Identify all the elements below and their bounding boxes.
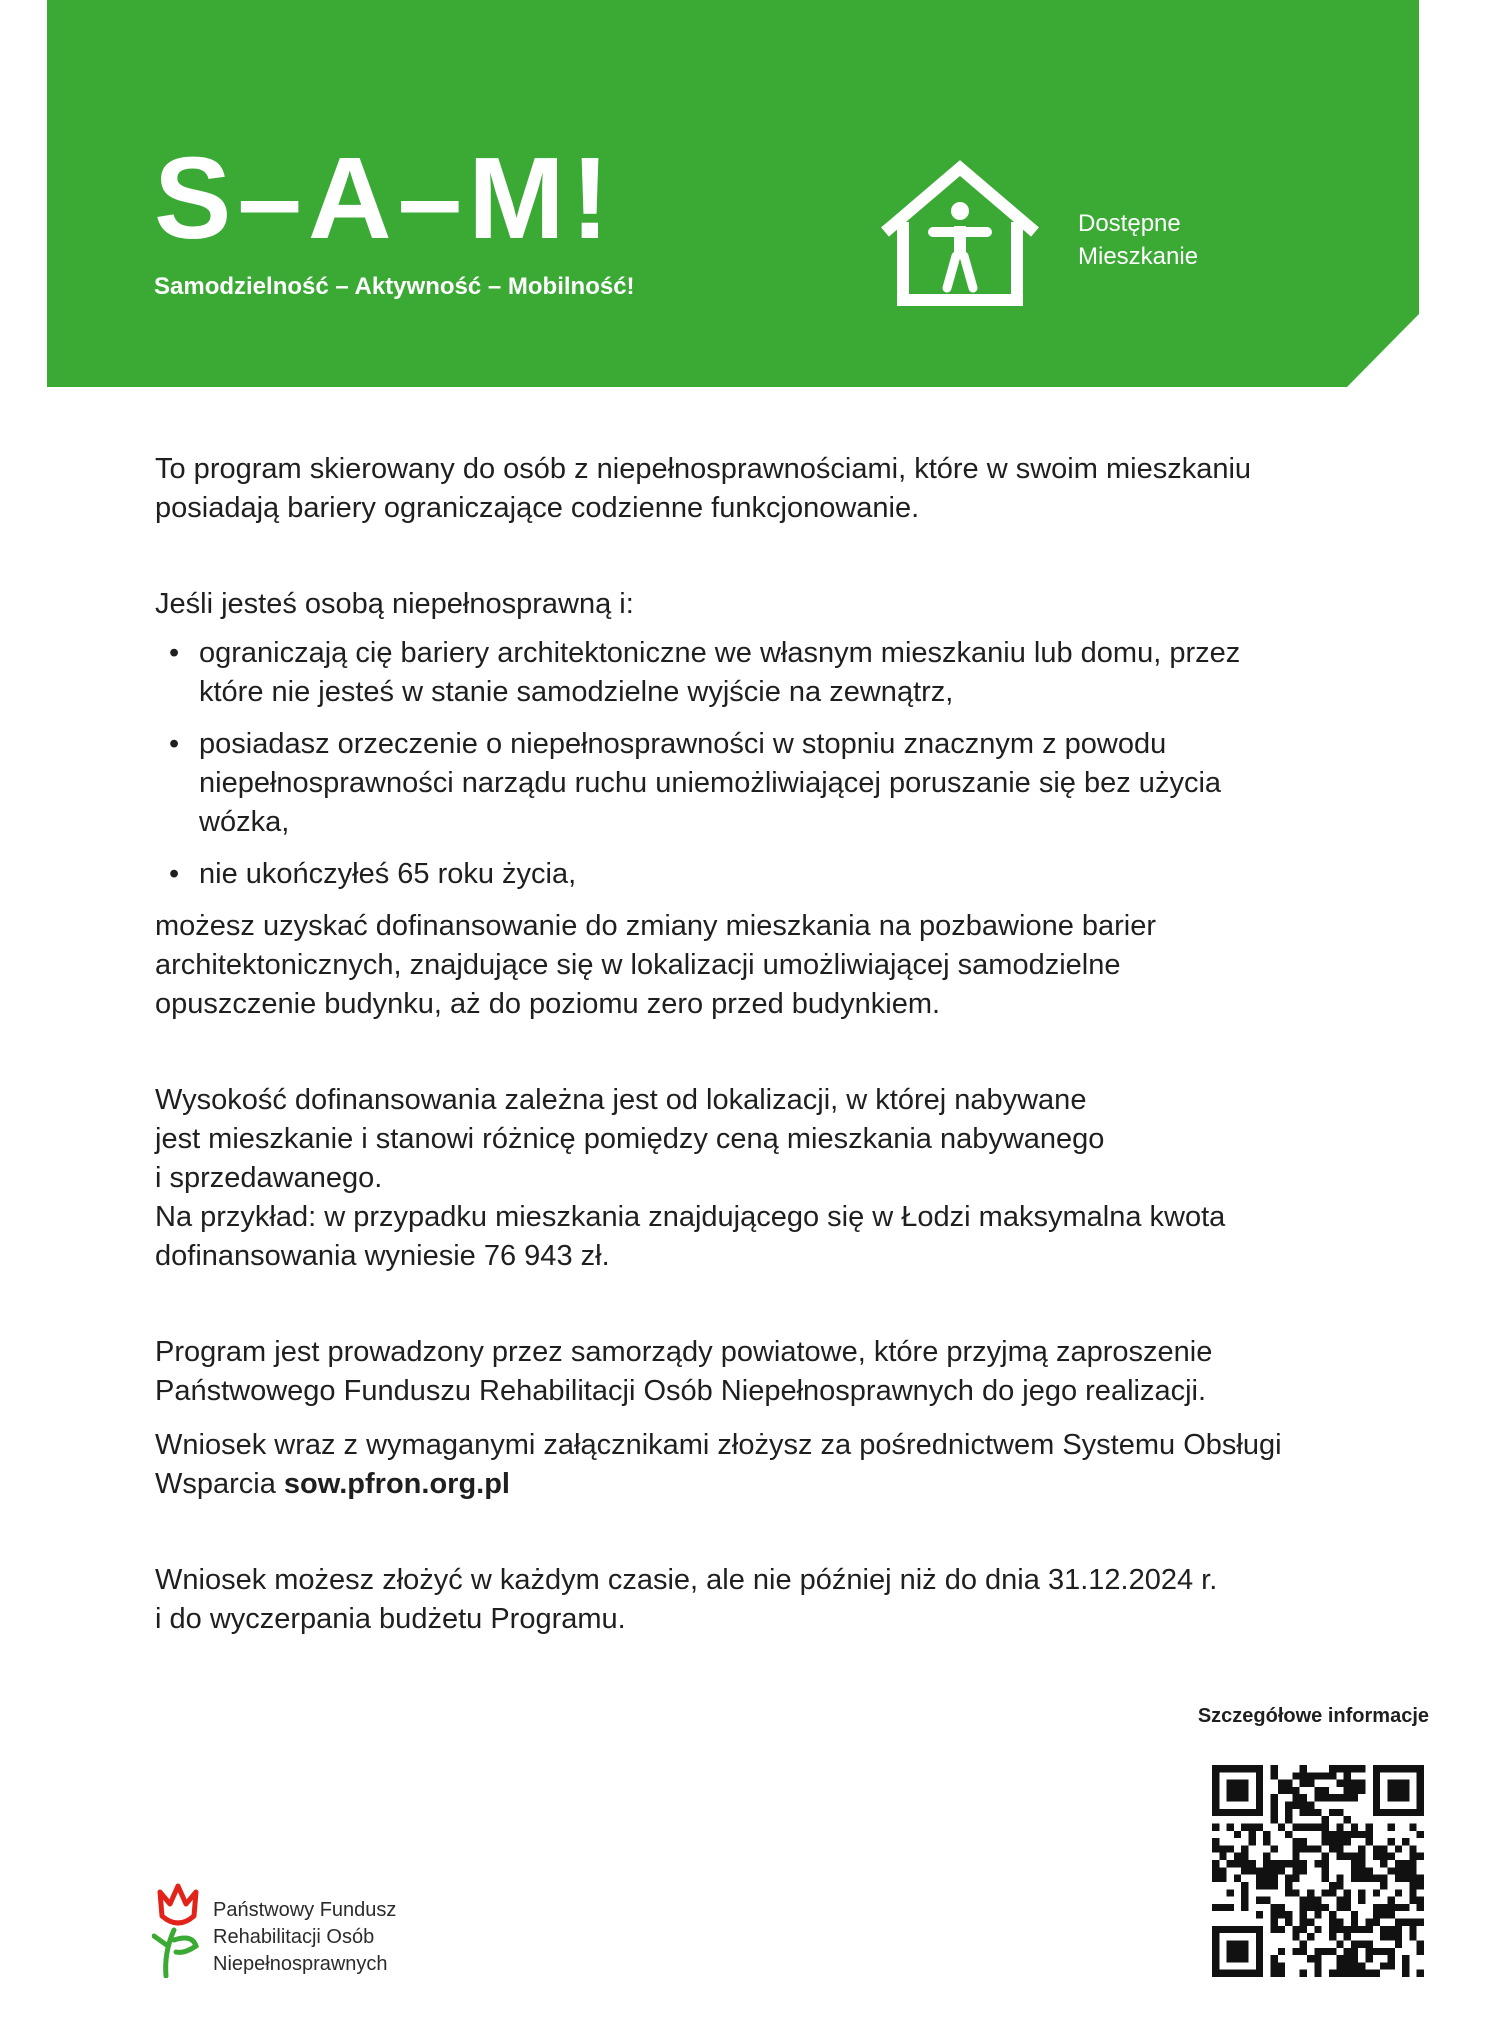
eligibility-list: [155, 634, 1430, 894]
text-line: i do wyczerpania budżetu Programu.: [155, 1603, 626, 1635]
text-line: • nie ukończyłeś 65 roku życia,: [199, 858, 577, 890]
pfron-tulip-logo: [152, 1882, 204, 1978]
text-line: niepełnosprawności narządu ruchu uniemożliwiającej poruszanie się bez użycia: [199, 767, 1222, 799]
operator-paragraph: [155, 1333, 1430, 1411]
text-line: Państwowego Funduszu Rehabilitacji Osób Niepełnosprawnych do jego realizacji.: [155, 1375, 1207, 1407]
program-logo-title: S–A–M!: [154, 133, 616, 263]
text-line: • posiadasz orzeczenie o niepełnosprawności w stopniu znacznym z powodu: [199, 728, 1167, 760]
intro-paragraph: [155, 450, 1430, 528]
program-name-line: Mieszkanie: [1078, 243, 1199, 270]
text-line: Rehabilitacji Osób: [213, 1926, 375, 1948]
text-fragment: Wsparcia: [155, 1468, 284, 1500]
text-line: Program jest prowadzony przez samorządy powiatowe, które przyjmą zaproszenie: [155, 1336, 1213, 1368]
eligibility-lead: Jeśli jesteś osobą niepełnosprawną i:: [155, 588, 634, 620]
text-line: architektonicznych, znajdujące się w lokalizacji umożliwiającej samodzielne: [155, 949, 1121, 981]
qr-code[interactable]: [1212, 1765, 1424, 1977]
main-content: [155, 450, 1430, 1639]
text-line: możesz uzyskać dofinansowanie do zmiany mieszkania na pozbawione barier: [155, 910, 1157, 942]
text-line: jest mieszkanie i stanowi różnicę pomiędzy ceną mieszkania nabywanego: [155, 1123, 1105, 1155]
eligibility-conclusion: [155, 907, 1430, 1024]
deadline-paragraph: [155, 1561, 1430, 1639]
program-name-label: [1078, 207, 1278, 273]
text-line: Wysokość dofinansowania zależna jest od lokalizacji, w której nabywane: [155, 1084, 1087, 1116]
details-label: Szczegółowe informacje: [1197, 1705, 1429, 1727]
text-line: To program skierowany do osób z niepełnosprawnościami, które w swoim mieszkaniu: [155, 453, 1252, 485]
text-line: dofinansowania wyniesie 76 943 zł.: [155, 1240, 610, 1272]
list-item: [155, 855, 1430, 894]
text-line: • ograniczają cię bariery architektoniczne we własnym mieszkaniu lub domu, przez: [199, 637, 1241, 669]
text-line: Wniosek możesz złożyć w każdym czasie, ale nie później niż do dnia 31.12.2024 r.: [155, 1564, 1218, 1596]
accessible-home-icon: [875, 160, 1045, 310]
list-item: [155, 634, 1430, 712]
text-line: [155, 1465, 1430, 1504]
text-line: opuszczenie budynku, aż do poziomu zero przed budynkiem.: [155, 988, 941, 1020]
application-url-link[interactable]: sow.pfron.org.pl: [283, 1468, 510, 1500]
text-line: które nie jesteś w stanie samodzielne wyjście na zewnątrz,: [199, 676, 954, 708]
funding-paragraph: [155, 1081, 1430, 1276]
text-line: posiadają bariery ograniczające codzienne funkcjonowanie.: [155, 492, 920, 524]
text-line: Państwowy Fundusz: [213, 1899, 397, 1921]
text-line: i sprzedawanego.: [155, 1162, 383, 1194]
text-line: Na przykład: w przypadku mieszkania znajdującego się w Łodzi maksymalna kwota: [155, 1201, 1226, 1233]
text-line: wózka,: [199, 806, 290, 838]
pfron-name: [213, 1897, 396, 1978]
program-name-line: Dostępne: [1078, 210, 1181, 237]
application-paragraph: [155, 1426, 1430, 1504]
program-logo-subtitle: Samodzielność – Aktywność – Mobilność!: [154, 273, 635, 300]
list-item: [155, 725, 1430, 842]
text-line: Niepełnosprawnych: [213, 1953, 388, 1975]
text-line: Wniosek wraz z wymaganymi załącznikami złożysz za pośrednictwem Systemu Obsługi: [155, 1429, 1282, 1461]
